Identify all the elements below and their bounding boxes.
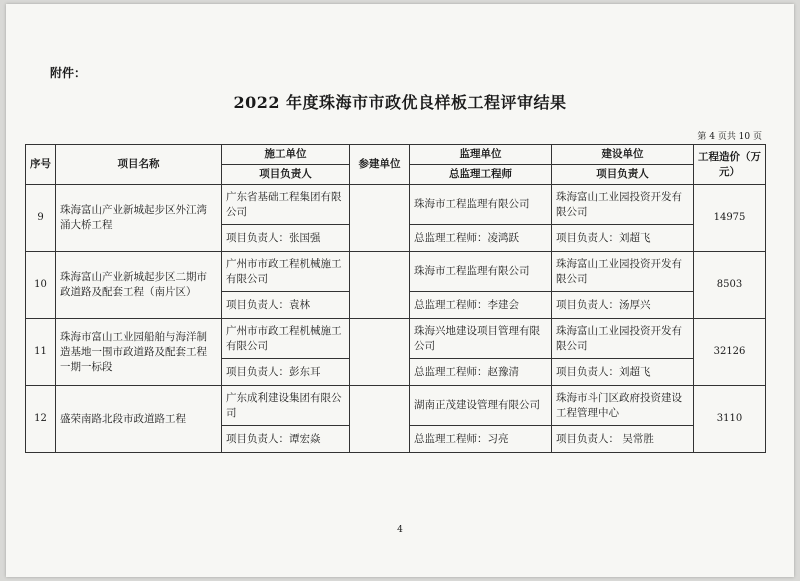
row-construction-unit: 广州市市政工程机械施工有限公司 (222, 252, 350, 292)
document-page (6, 4, 794, 577)
row-project-name: 珠海市富山工业园船舶与海洋制造基地一围市政道路及配套工程一期一标段 (56, 319, 222, 386)
page-number: 4 (397, 525, 403, 535)
row-developer: 珠海富山工业园投资开发有限公司 (552, 252, 694, 292)
row-index: 11 (26, 319, 56, 386)
table-row (26, 185, 766, 225)
header-construction-manager: 项目负责人 (222, 165, 350, 185)
header-participating-unit: 参建单位 (350, 145, 410, 185)
document-title: 2022 年度珠海市市政优良样板工程评审结果 (233, 93, 567, 112)
table-row (26, 386, 766, 426)
row-construction-manager: 项目负责人：袁林 (222, 292, 350, 319)
row-participating-unit (350, 185, 410, 252)
row-construction-unit: 广东省基础工程集团有限公司 (222, 185, 350, 225)
row-index: 10 (26, 252, 56, 319)
row-construction-unit: 广州市市政工程机械施工有限公司 (222, 319, 350, 359)
row-chief-supervisor: 总监理工程师：李建会 (410, 292, 552, 319)
row-developer: 珠海富山工业园投资开发有限公司 (552, 319, 694, 359)
row-cost: 8503 (694, 252, 766, 319)
row-developer-manager: 项目负责人：汤厚兴 (552, 292, 694, 319)
row-supervision-unit: 珠海市工程监理有限公司 (410, 185, 552, 225)
row-chief-supervisor: 总监理工程师：赵豫清 (410, 359, 552, 386)
row-construction-manager: 项目负责人：彭东耳 (222, 359, 350, 386)
row-participating-unit (350, 386, 410, 453)
header-project-name: 项目名称 (56, 145, 222, 185)
row-project-name: 珠海富山产业新城起步区二期市政道路及配套工程（南片区） (56, 252, 222, 319)
header-construction-unit: 施工单位 (222, 145, 350, 165)
header-row (26, 145, 766, 165)
row-developer: 珠海富山工业园投资开发有限公司 (552, 185, 694, 225)
row-index: 9 (26, 185, 56, 252)
header-developer: 建设单位 (552, 145, 694, 165)
page-info: 第 4 页共 10 页 (697, 132, 762, 142)
row-index: 12 (26, 386, 56, 453)
attachment-label: 附件： (50, 66, 87, 80)
header-index: 序号 (26, 145, 56, 185)
row-participating-unit (350, 319, 410, 386)
row-supervision-unit: 珠海市工程监理有限公司 (410, 252, 552, 292)
row-cost: 14975 (694, 185, 766, 252)
results-table (25, 144, 766, 453)
row-chief-supervisor: 总监理工程师：习亮 (410, 426, 552, 453)
row-supervision-unit: 湖南正茂建设管理有限公司 (410, 386, 552, 426)
header-chief-supervisor: 总监理工程师 (410, 165, 552, 185)
row-construction-manager: 项目负责人：张国强 (222, 225, 350, 252)
row-participating-unit (350, 252, 410, 319)
row-developer: 珠海市斗门区政府投资建设工程管理中心 (552, 386, 694, 426)
table-row (26, 252, 766, 292)
row-chief-supervisor: 总监理工程师：凌鸿跃 (410, 225, 552, 252)
row-cost: 3110 (694, 386, 766, 453)
header-developer-manager: 项目负责人 (552, 165, 694, 185)
row-cost: 32126 (694, 319, 766, 386)
row-construction-manager: 项目负责人：谭宏焱 (222, 426, 350, 453)
row-developer-manager: 项目负责人：刘超飞 (552, 225, 694, 252)
header-cost: 工程造价（万元） (694, 145, 766, 185)
table-row (26, 319, 766, 359)
header-supervision-unit: 监理单位 (410, 145, 552, 165)
row-project-name: 盛荣南路北段市政道路工程 (56, 386, 222, 453)
row-supervision-unit: 珠海兴地建设项目管理有限公司 (410, 319, 552, 359)
row-developer-manager: 项目负责人： 吴常胜 (552, 426, 694, 453)
row-construction-unit: 广东成利建设集团有限公司 (222, 386, 350, 426)
row-developer-manager: 项目负责人：刘超飞 (552, 359, 694, 386)
row-project-name: 珠海富山产业新城起步区外江湾涌大桥工程 (56, 185, 222, 252)
